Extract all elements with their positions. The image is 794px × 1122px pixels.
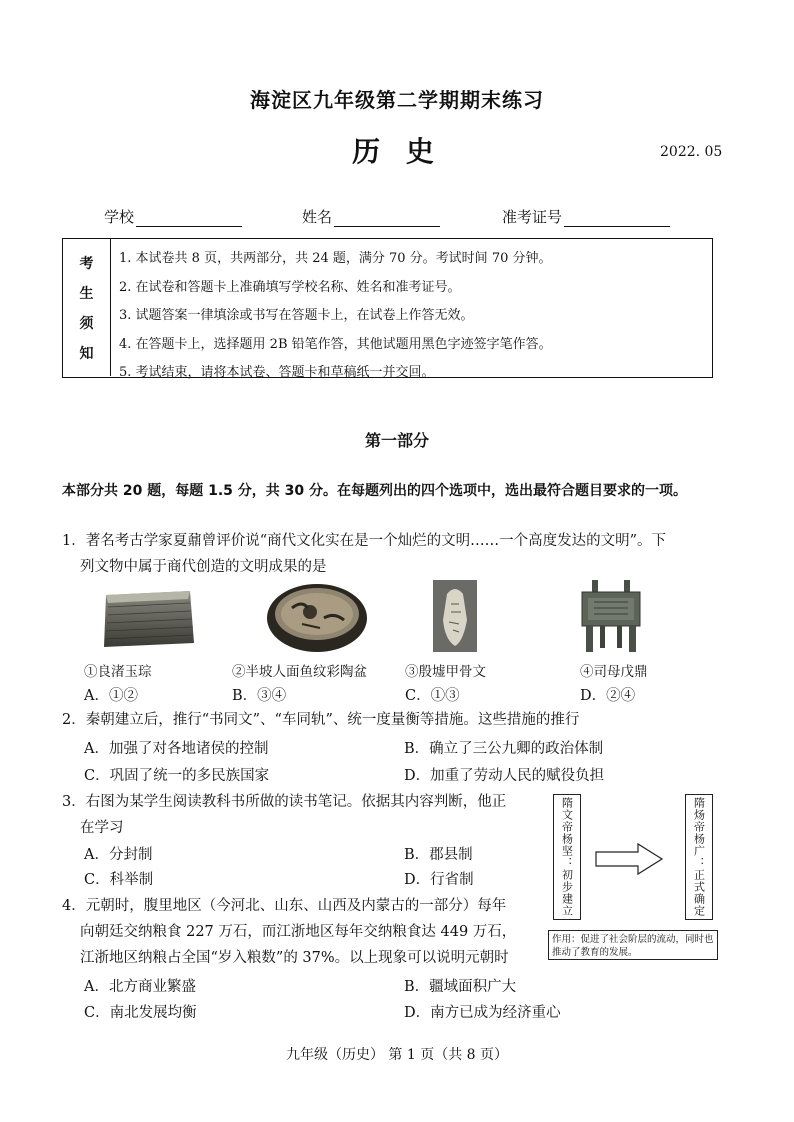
q3-option-b[interactable]: B．郡县制 — [404, 847, 473, 863]
q3-stem-line2: 在学习 — [80, 820, 124, 836]
notice-label-char: 生 — [79, 285, 94, 302]
q3-diagram-left-box — [553, 794, 581, 920]
notice-label — [63, 239, 111, 376]
q1-option-a[interactable]: A．①② — [84, 688, 138, 704]
simuwu-ding-image — [578, 578, 644, 654]
q4-stem-line2: 向朝廷交纳粮食 227 万石，而江浙地区每年交纳粮食达 449 万石， — [80, 924, 517, 940]
q3-option-d[interactable]: D．行省制 — [404, 872, 474, 888]
exam-id-blank[interactable] — [564, 210, 670, 227]
exam-id-label: 准考证号 — [502, 208, 563, 226]
q2-option-a[interactable]: A．加强了对各地诸侯的控制 — [84, 741, 269, 757]
notice-item: 5. 考试结束，请将本试卷、答题卡和草稿纸一并交回。 — [119, 365, 435, 380]
notice-item: 1. 本试卷共 8 页，共两部分，共 24 题，满分 70 分。考试时间 70 分钟。 — [119, 251, 552, 266]
q4-option-b[interactable]: B．疆域面积广大 — [404, 979, 517, 995]
notice-label-char: 考 — [79, 255, 94, 272]
q3-option-c[interactable]: C．科举制 — [84, 872, 154, 888]
q2-option-b[interactable]: B．确立了三公九卿的政治体制 — [404, 741, 604, 757]
name-field[interactable] — [302, 206, 440, 227]
part-title: 第一部分 — [364, 431, 429, 450]
q3-option-a[interactable]: A．分封制 — [84, 847, 153, 863]
notice-item: 2. 在试卷和答题卡上准确填写学校名称、姓名和准考证号。 — [119, 279, 461, 295]
notice-item: 4. 在答题卡上，选择题用 2B 铅笔作答，其他试题用黑色字迹签字笔作答。 — [119, 336, 552, 352]
q1-option-c[interactable]: C．①③ — [405, 688, 460, 704]
school-field[interactable] — [104, 206, 242, 227]
arrow-right-icon — [594, 842, 664, 876]
q1-stem-line2: 列文物中属于商代创造的文明成果的是 — [80, 559, 327, 575]
subject-title: 历 史 — [352, 135, 442, 168]
q3-diagram-effect-text: 作用：促进了社会阶层的流动，同时也推动了教育的发展。 — [552, 934, 714, 958]
name-blank[interactable] — [334, 210, 440, 227]
q3-diagram-effect-box — [548, 930, 718, 960]
school-label: 学校 — [104, 208, 135, 226]
notice-label-char: 须 — [79, 315, 94, 332]
q1-caption: ③殷墟甲骨文 — [405, 664, 486, 680]
q2-stem: 2．秦朝建立后，推行“书同文”、“车同轨”、统一度量衡等措施。这些措施的推行 — [62, 712, 580, 728]
q3-stem-line1: 3．右图为某学生阅读教科书所做的读书笔记。依据其内容判断，他正 — [62, 794, 507, 810]
exam-date: 2022. 05 — [660, 144, 723, 160]
q1-option-d[interactable]: D．②④ — [580, 688, 636, 704]
page-footer: 九年级（历史） 第 1 页（共 8 页） — [285, 1047, 509, 1063]
candidate-notice-box — [62, 238, 713, 378]
q3-diagram-right-box — [685, 794, 713, 920]
notice-item: 3. 试题答案一律填涂或书写在答题卡上，在试卷上作答无效。 — [119, 308, 474, 323]
notice-label-char: 知 — [79, 345, 94, 362]
q3-diagram-right-text: 隋炀帝杨广：正式确定 — [692, 797, 706, 917]
q1-caption: ④司母戊鼎 — [580, 664, 648, 680]
q3-diagram-left-text: 隋文帝杨坚：初步建立 — [560, 797, 574, 917]
q1-option-b[interactable]: B．③④ — [232, 688, 287, 704]
q1-stem-line1: 1．著名考古学家夏鼐曾评价说“商代文化实在是一个灿烂的文明……一个高度发达的文明”。下 — [62, 533, 667, 549]
exam-id-field[interactable] — [502, 206, 670, 227]
painted-pottery-basin-image — [262, 578, 372, 658]
q4-stem-line1: 4．元朝时，腹里地区（今河北、山东、山西及内蒙古的一部分）每年 — [62, 898, 507, 914]
q2-option-d[interactable]: D．加重了劳动人民的赋役负担 — [404, 768, 605, 784]
oracle-bone-image — [433, 580, 477, 652]
q4-option-a[interactable]: A．北方商业繁盛 — [84, 979, 196, 995]
q1-caption: ②半坡人面鱼纹彩陶盆 — [232, 664, 367, 680]
name-label: 姓名 — [302, 208, 333, 226]
q4-option-d[interactable]: D．南方已成为经济重心 — [404, 1005, 561, 1021]
jade-cong-image — [98, 585, 198, 653]
exam-title: 海淀区九年级第二学期期末练习 — [250, 88, 544, 112]
q4-stem-line3: 江浙地区纳粮占全国“岁入粮数”的 37%。以上现象可以说明元朝时 — [80, 950, 509, 966]
q2-option-c[interactable]: C．巩固了统一的多民族国家 — [84, 768, 270, 784]
q4-option-c[interactable]: C．南北发展均衡 — [84, 1005, 197, 1021]
notice-items — [119, 245, 552, 388]
school-blank[interactable] — [136, 210, 242, 227]
q1-caption: ①良渚玉琮 — [84, 664, 152, 680]
part-intro: 本部分共 20 题，每题 1.5 分，共 30 分。在每题列出的四个选项中，选出最符合题目要求的一项。 — [62, 483, 688, 499]
